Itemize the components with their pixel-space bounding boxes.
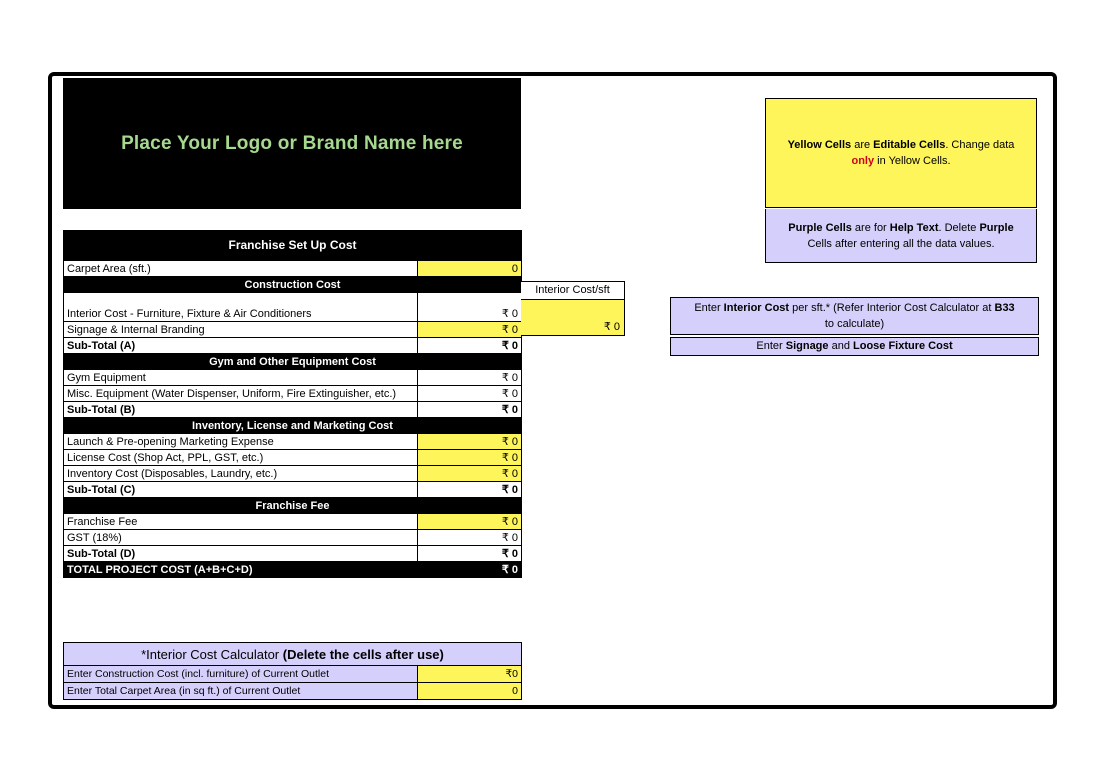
purple-cells-help [765, 209, 1037, 263]
franchise-cost-table [63, 230, 522, 578]
interior-cost-calculator [63, 642, 522, 700]
help-text: . Change data [945, 139, 1015, 151]
section-header-row [64, 418, 522, 434]
subtotal-b-value: ₹ 0 [418, 402, 522, 418]
section-header-row [64, 354, 522, 370]
help-emphasis: Yellow Cells [787, 139, 852, 151]
inventory-input[interactable]: ₹ 0 [418, 466, 522, 482]
table-row [64, 261, 522, 277]
subtotal-b-label: Sub-Total (B) [64, 402, 418, 418]
help-text: . Delete [938, 221, 980, 234]
gst-label: GST (18%) [64, 530, 418, 546]
calculator-title-note: (Delete the cells after use) [282, 646, 444, 662]
subtotal-row [64, 482, 522, 498]
help-text: Enter [694, 302, 724, 314]
help-emphasis: Loose Fixture Cost [853, 340, 953, 352]
interior-cost-value: ₹ 0 [418, 293, 522, 322]
inventory-label: Inventory Cost (Disposables, Laundry, etc.) [64, 466, 418, 482]
section-header-row [64, 277, 522, 293]
interior-cost-per-sft-input[interactable]: ₹ 0 [521, 300, 625, 336]
total-row [64, 562, 522, 578]
table-row [64, 666, 522, 683]
help-emphasis: Purple Cells [788, 221, 852, 234]
gst-value: ₹ 0 [418, 530, 522, 546]
table-title: Franchise Set Up Cost [64, 231, 522, 261]
inventory-header: Inventory, License and Marketing Cost [64, 418, 522, 434]
help-text: and [828, 340, 853, 352]
interior-cost-per-sft-header: Interior Cost/sft [521, 281, 625, 300]
subtotal-row [64, 546, 522, 562]
table-row [64, 530, 522, 546]
carpet-area-label: Carpet Area (sft.) [64, 261, 418, 277]
calc-construction-label: Enter Construction Cost (incl. furniture) of Current Outlet [64, 666, 418, 683]
fee-header: Franchise Fee [64, 498, 522, 514]
table-row [64, 514, 522, 530]
logo-placeholder [63, 78, 521, 209]
help-emphasis: Purple [979, 221, 1014, 234]
subtotal-a-value: ₹ 0 [418, 338, 522, 354]
table-row [64, 683, 522, 700]
subtotal-c-label: Sub-Total (C) [64, 482, 418, 498]
table-row [64, 450, 522, 466]
calc-carpet-label: Enter Total Carpet Area (in sq ft.) of Current Outlet [64, 683, 418, 700]
subtotal-row [64, 402, 522, 418]
misc-equipment-value: ₹ 0 [418, 386, 522, 402]
yellow-cells-help [765, 98, 1037, 208]
subtotal-row [64, 338, 522, 354]
signage-help-note [670, 337, 1039, 356]
table-row [64, 386, 522, 402]
cell-reference: B33 [994, 302, 1015, 314]
total-value: ₹ 0 [418, 562, 522, 578]
calc-construction-input[interactable]: ₹0 [418, 666, 522, 683]
calculator-title-text: *Interior Cost Calculator [141, 646, 283, 662]
calc-carpet-input[interactable]: 0 [418, 683, 522, 700]
table-title-row [64, 231, 522, 261]
section-header-row [64, 498, 522, 514]
help-emphasis: Interior Cost [723, 302, 790, 314]
table-row [64, 434, 522, 450]
help-text: in Yellow Cells. [874, 155, 951, 167]
misc-equipment-label: Misc. Equipment (Water Dispenser, Uniform, Fire Extinguisher, etc.) [64, 386, 418, 402]
license-label: License Cost (Shop Act, PPL, GST, etc.) [64, 450, 418, 466]
subtotal-a-label: Sub-Total (A) [64, 338, 418, 354]
help-text: are for [851, 221, 890, 234]
calculator-title [64, 643, 522, 666]
gym-header: Gym and Other Equipment Cost [64, 354, 522, 370]
help-emphasis: Help Text [889, 221, 939, 234]
logo-text: Place Your Logo or Brand Name here [121, 132, 463, 154]
license-input[interactable]: ₹ 0 [418, 450, 522, 466]
table-row [64, 322, 522, 338]
launch-label: Launch & Pre-opening Marketing Expense [64, 434, 418, 450]
total-label: TOTAL PROJECT COST (A+B+C+D) [64, 562, 418, 578]
construction-header: Construction Cost [64, 277, 522, 293]
carpet-area-input[interactable]: 0 [418, 261, 522, 277]
subtotal-c-value: ₹ 0 [418, 482, 522, 498]
help-text: to calculate) [824, 318, 885, 330]
gym-equipment-label: Gym Equipment [64, 370, 418, 386]
interior-cost-per-sft-box [521, 281, 625, 336]
help-emphasis: Editable Cells [873, 139, 946, 151]
interior-cost-help-note [670, 297, 1039, 335]
table-row [64, 466, 522, 482]
help-text: Cells after entering all the data values. [807, 237, 995, 250]
help-text: Enter [756, 340, 786, 352]
franchise-fee-label: Franchise Fee [64, 514, 418, 530]
purple-help-text [788, 220, 1013, 252]
help-emphasis-red: only [851, 155, 875, 167]
help-emphasis: Signage [785, 340, 829, 352]
table-row [64, 370, 522, 386]
signage-label: Signage & Internal Branding [64, 322, 418, 338]
table-row [64, 293, 522, 322]
help-text: per sft.* (Refer Interior Cost Calculator at [789, 302, 995, 314]
yellow-help-text [788, 137, 1015, 169]
subtotal-d-value: ₹ 0 [418, 546, 522, 562]
launch-input[interactable]: ₹ 0 [418, 434, 522, 450]
subtotal-d-label: Sub-Total (D) [64, 546, 418, 562]
signage-input[interactable]: ₹ 0 [418, 322, 522, 338]
interior-cost-label: Interior Cost - Furniture, Fixture & Air Conditioners [64, 293, 418, 322]
gym-equipment-value: ₹ 0 [418, 370, 522, 386]
spreadsheet-frame [48, 72, 1057, 709]
calculator-title-row [64, 643, 522, 666]
help-text: are [851, 139, 874, 151]
franchise-fee-input[interactable]: ₹ 0 [418, 514, 522, 530]
